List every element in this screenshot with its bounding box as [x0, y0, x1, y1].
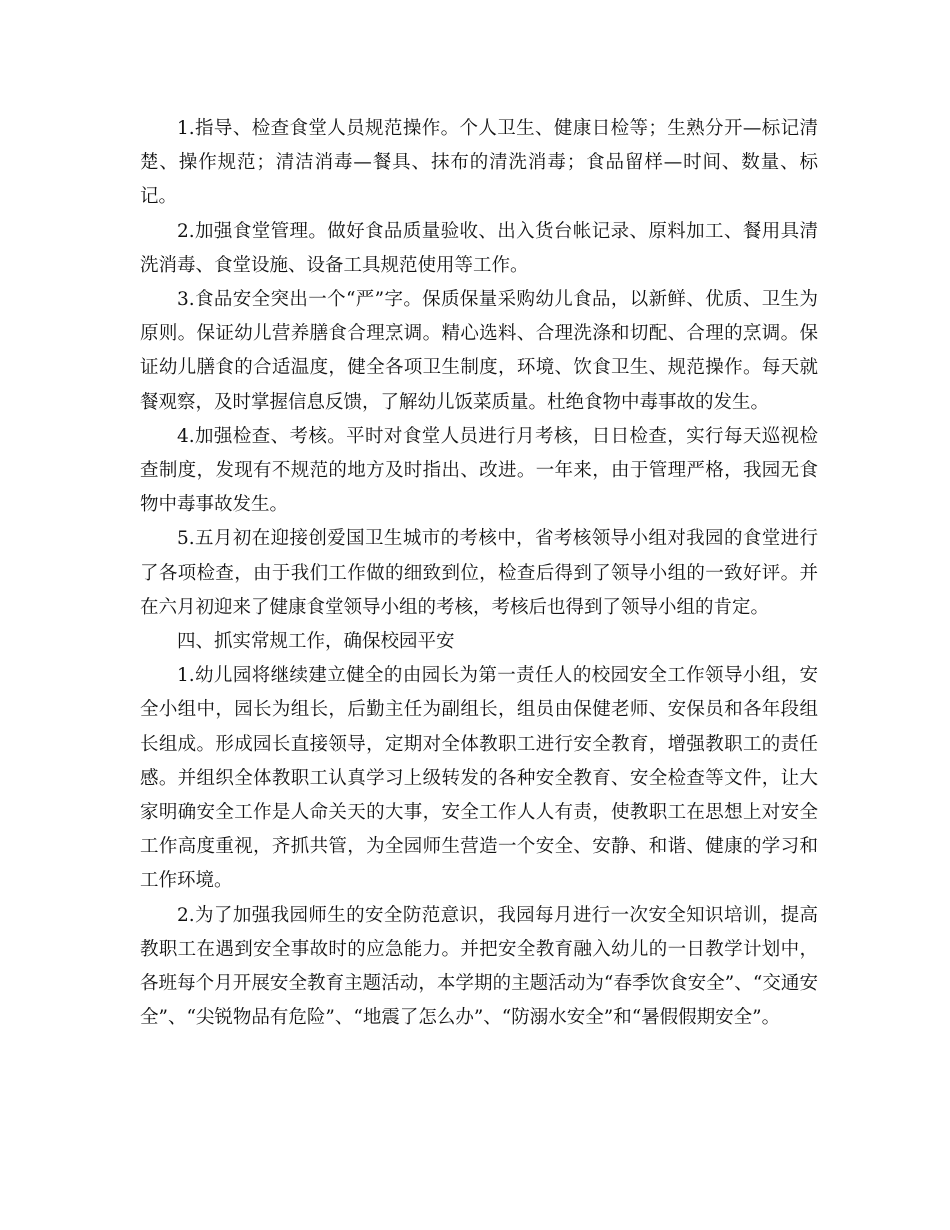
document-page [140, 112, 818, 1035]
paragraph-canteen-guidance: 1.指导、检查食堂人员规范操作。个人卫生、健康日检等；生熟分开—标记清楚、操作规范；清洁消毒—餐具、抹布的清洗消毒；食品留样—时间、数量、标记。 [140, 118, 818, 208]
paragraph-may-assessment: 5.五月初在迎接创爱国卫生城市的考核中，省考核领导小组对我园的食堂进行了各项检查，由于我们工作做的细致到位，检查后得到了领导小组的一致好评。并在六月初迎来了健康食堂领导小组的考核，考核后也得到了领导小组的肯定。 [140, 528, 818, 618]
section-heading-routine-work: 四、抓实常规工作，确保校园平安 [177, 631, 455, 653]
paragraph-inspection: 4.加强检查、考核。平时对食堂人员进行月考核，日日检查，实行每天巡视检查制度，发现有不规范的地方及时指出、改进。一年来，由于管理严格，我园无食物中毒事故发生。 [140, 425, 818, 516]
paragraph-canteen-management: 2.加强食堂管理。做好食品质量验收、出入货台帐记录、原料加工、餐用具清洗消毒、食堂设施、设备工具规范使用等工作。 [140, 220, 818, 276]
paragraph-food-safety: 3.食品安全突出一个“严”字。保质保量采购幼儿食品，以新鲜、优质、卫生为原则。保证幼儿营养膳食合理烹调。精心选料、合理洗涤和切配、合理的烹调。保证幼儿膳食的合适温度，健全各项卫生制度，环境、饮食卫生、规范操作。每天就餐观察，及时掌握信息反馈，了解幼儿饭菜质量。杜绝食物中毒事故的发生。 [140, 289, 818, 413]
paragraph-safety-training: 2.为了加强我园师生的安全防范意识，我园每月进行一次安全知识培训，提高教职工在遇到安全事故时的应急能力。并把安全教育融入幼儿的一日教学计划中，各班每个月开展安全教育主题活动，本学期的主题活动为“春季饮食安全”、“交通安全”、“尖锐物品有危险”、“地震了怎么办”、“防溺水安全”和“暑假假期安全”。 [140, 904, 818, 1029]
paragraph-safety-group: 1.幼儿园将继续建立健全的由园长为第一责任人的校园安全工作领导小组，安全小组中，园长为组长，后勤主任为副组长，组员由保健老师、安保员和各年段组长组成。形成园长直接领导，定期对全体教职工进行安全教育，增强教职工的责任感。并组织全体教职工认真学习上级转发的各种安全教育、安全检查等文件，让大家明确安全工作是人命关天的大事，安全工作人人有责，使教职工在思想上对安全工作高度重视，齐抓共管，为全园师生营造一个安全、安静、和谐、健康的学习和工作环境。 [140, 665, 818, 892]
